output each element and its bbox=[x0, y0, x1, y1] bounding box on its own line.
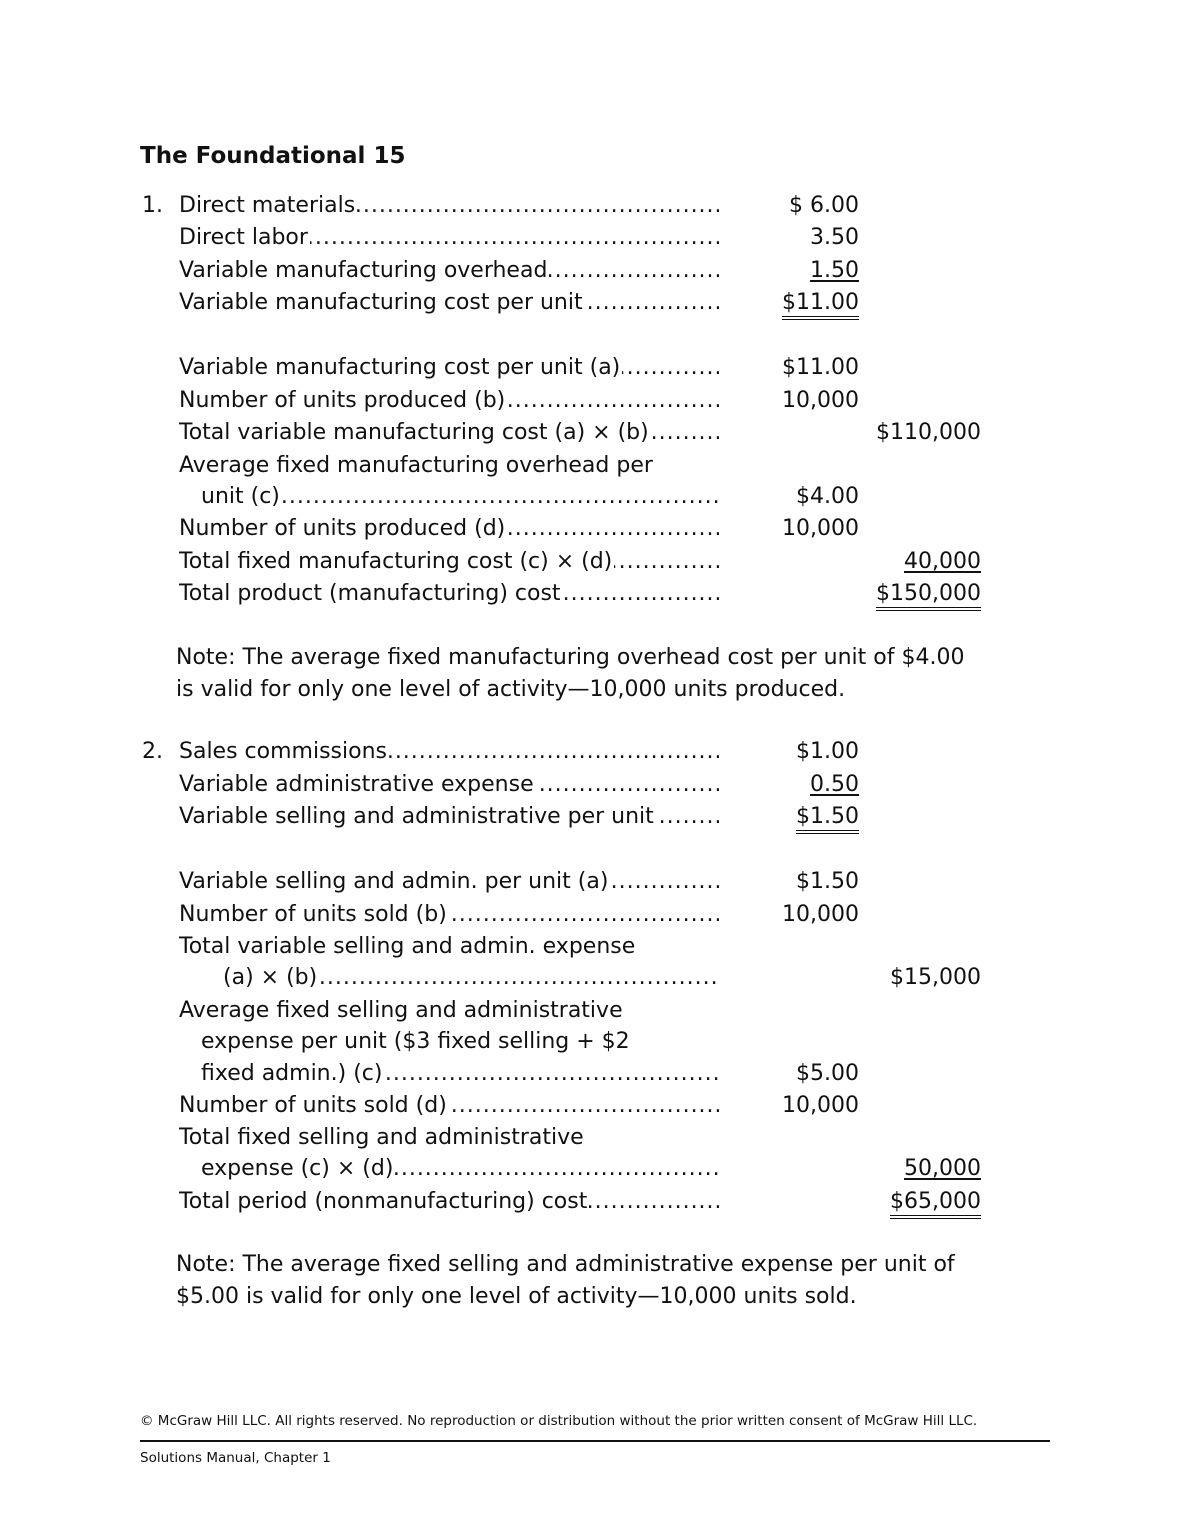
amount-col1: 10,000 bbox=[782, 516, 859, 541]
table-row bbox=[0, 1089, 1190, 1122]
row-label: (a) × (b) ..... bbox=[223, 961, 719, 994]
table-row bbox=[0, 384, 1190, 417]
row-label: unit (c) ..... bbox=[201, 480, 719, 513]
table-row bbox=[0, 189, 1190, 222]
row-label: Direct materials ..... bbox=[179, 189, 719, 222]
table-row bbox=[0, 545, 1190, 578]
row-label: Variable selling and administrative per unit ..... bbox=[179, 800, 719, 833]
amount-col1: 10,000 bbox=[782, 388, 859, 413]
table-row bbox=[0, 577, 1190, 610]
amount-col1: 10,000 bbox=[782, 1093, 859, 1118]
table-row bbox=[0, 1025, 1190, 1058]
amount-total: $11.00 bbox=[782, 290, 859, 320]
amount-total: $150,000 bbox=[876, 581, 981, 611]
row-label: Number of units produced (d) ..... bbox=[179, 512, 719, 545]
table-row bbox=[0, 994, 1190, 1027]
row-label: Total product (manufacturing) cost ..... bbox=[179, 577, 719, 610]
table-row bbox=[0, 735, 1190, 768]
row-label: expense per unit ($3 fixed selling + $2 bbox=[201, 1029, 630, 1054]
row-label: Average fixed selling and administrative bbox=[179, 998, 623, 1023]
row-label: Variable manufacturing cost per unit (a) ..... bbox=[179, 351, 719, 384]
row-label: Average fixed manufacturing overhead per bbox=[179, 453, 653, 478]
row-label: Direct labor ..... bbox=[179, 221, 719, 254]
footer-source: Solutions Manual, Chapter 1 bbox=[140, 1450, 331, 1466]
row-label: fixed admin.) (c) ..... bbox=[201, 1057, 719, 1090]
amount-total: $65,000 bbox=[890, 1189, 981, 1219]
amount-col1: $5.00 bbox=[796, 1061, 859, 1086]
row-label: Variable selling and admin. per unit (a) ..... bbox=[179, 865, 719, 898]
table-row bbox=[0, 930, 1190, 963]
table-row bbox=[0, 254, 1190, 287]
table-row bbox=[0, 286, 1190, 319]
amount-col1: $ 6.00 bbox=[789, 193, 859, 218]
table-row bbox=[0, 221, 1190, 254]
row-label: Variable manufacturing cost per unit ..... bbox=[179, 286, 719, 319]
amount-col1: $1.00 bbox=[796, 739, 859, 764]
row-label: Total period (nonmanufacturing) cost ..... bbox=[179, 1185, 719, 1218]
amount-col1: 0.50 bbox=[810, 772, 859, 797]
table-row bbox=[0, 1152, 1190, 1185]
table-row bbox=[0, 800, 1190, 833]
table-row bbox=[0, 512, 1190, 545]
amount-total: $1.50 bbox=[796, 804, 859, 834]
row-label: Variable administrative expense ..... bbox=[179, 768, 719, 801]
note-line: Note: The average fixed selling and administrative expense per unit of bbox=[176, 1252, 955, 1277]
row-label: Number of units sold (d) ..... bbox=[179, 1089, 719, 1122]
table-row bbox=[0, 1121, 1190, 1154]
amount-col2: $15,000 bbox=[890, 965, 981, 990]
row-label: Variable manufacturing overhead ..... bbox=[179, 254, 719, 287]
row-label: Total variable manufacturing cost (a) × (b) ..... bbox=[179, 416, 719, 449]
table-row bbox=[0, 351, 1190, 384]
item-number: 1. bbox=[142, 193, 163, 218]
amount-col2: $110,000 bbox=[876, 420, 981, 445]
note-line: $5.00 is valid for only one level of activity—10,000 units sold. bbox=[176, 1284, 857, 1309]
page-title: The Foundational 15 bbox=[140, 143, 406, 169]
note-text bbox=[176, 642, 1076, 706]
row-label: Number of units sold (b) ..... bbox=[179, 898, 719, 931]
table-row bbox=[0, 1057, 1190, 1090]
row-label: Total variable selling and admin. expense bbox=[179, 934, 636, 959]
table-row bbox=[0, 1185, 1190, 1218]
table-row bbox=[0, 961, 1190, 994]
table-row bbox=[0, 416, 1190, 449]
note-text bbox=[176, 1249, 1076, 1313]
item-number: 2. bbox=[142, 739, 163, 764]
amount-col1: 3.50 bbox=[810, 225, 859, 250]
footer-divider bbox=[140, 1440, 1050, 1442]
row-label: expense (c) × (d) ..... bbox=[201, 1152, 719, 1185]
copyright-notice: © McGraw Hill LLC. All rights reserved. No reproduction or distribution without the prior written consent of McGraw Hill LLC. bbox=[140, 1413, 978, 1429]
row-label: Sales commissions ..... bbox=[179, 735, 719, 768]
row-label: Number of units produced (b) ..... bbox=[179, 384, 719, 417]
amount-col1: $11.00 bbox=[782, 355, 859, 380]
amount-col1: $4.00 bbox=[796, 484, 859, 509]
table-row bbox=[0, 865, 1190, 898]
amount-col1: 1.50 bbox=[810, 258, 859, 283]
row-label: Total fixed manufacturing cost (c) × (d) ..... bbox=[179, 545, 719, 578]
table-row bbox=[0, 480, 1190, 513]
amount-col1: 10,000 bbox=[782, 902, 859, 927]
note-line: Note: The average fixed manufacturing overhead cost per unit of $4.00 bbox=[176, 645, 965, 670]
note-line: is valid for only one level of activity—10,000 units produced. bbox=[176, 677, 846, 702]
amount-col2: 50,000 bbox=[904, 1156, 981, 1181]
row-label: Total fixed selling and administrative bbox=[179, 1125, 584, 1150]
table-row bbox=[0, 898, 1190, 931]
table-row bbox=[0, 449, 1190, 482]
table-row bbox=[0, 768, 1190, 801]
amount-col2: 40,000 bbox=[904, 549, 981, 574]
amount-col1: $1.50 bbox=[796, 869, 859, 894]
